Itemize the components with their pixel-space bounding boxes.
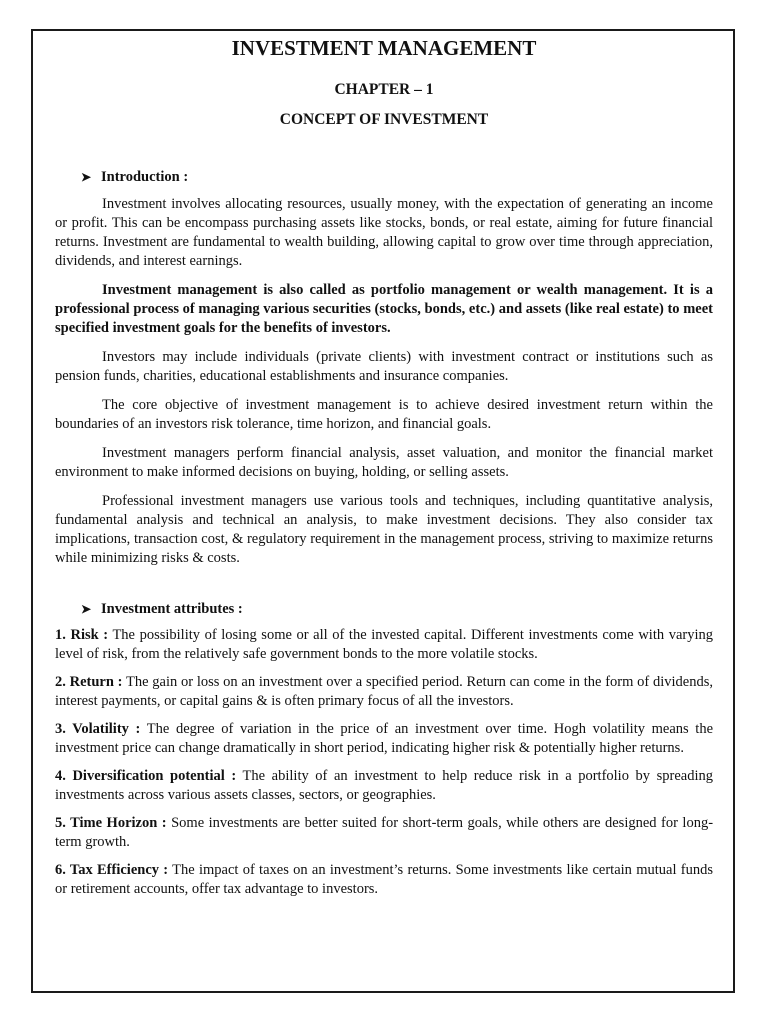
attribute-text: The gain or loss on an investment over a specified period. Return can come in the form of dividends, interest payments, or capital gains & is often primary focus of all the investors. (55, 674, 713, 709)
attribute-item-tax-efficiency (55, 861, 713, 899)
chapter-title: CONCEPT OF INVESTMENT (279, 111, 489, 128)
attribute-item-risk (55, 626, 713, 664)
arrowhead-bullet-icon: ➤ (81, 602, 92, 616)
document-title: INVESTMENT MANAGEMENT (231, 36, 537, 60)
intro-paragraph-definition: Investment management is also called as portfolio management or wealth management. It is a professional process of managing various securities (stocks, bonds, etc.) and assets (like real estate) to meet specified investment goals for the benefits of investors. (55, 282, 713, 336)
intro-paragraph: Investment managers perform financial analysis, asset valuation, and monitor the financial market environment to make informed decisions on buying, holding, or selling assets. (55, 445, 713, 480)
attribute-text: The degree of variation in the price of an investment over time. Hogh volatility means the investment price can change dramatically in short period, indicating higher risk & potentially higher returns. (55, 721, 714, 756)
chapter-number: CHAPTER – 1 (334, 81, 434, 98)
intro-paragraph: The core objective of investment management is to achieve desired investment return within the boundaries of an investors risk tolerance, time horizon, and financial goals. (55, 397, 713, 432)
attribute-label: 2. Return : (55, 674, 123, 690)
attribute-item-volatility (55, 720, 713, 758)
attributes-heading (55, 600, 713, 618)
attribute-label: 1. Risk : (55, 627, 109, 643)
intro-paragraph: Investment involves allocating resources, usually money, with the expectation of generating an income or profit. This can be encompass purchasing assets like stocks, bonds, or real estate, aiming for future financial returns. Investment are fundamental to wealth building, allowing capital to grow over time through appreciation, dividends, and interest earnings. (55, 196, 713, 269)
introduction-heading (55, 168, 713, 186)
attribute-text: The possibility of losing some or all of the invested capital. Different investments come with varying level of risk, from the relatively safe government bonds to the more volatile stocks. (55, 627, 713, 662)
intro-paragraph: Investors may include individuals (private clients) with investment contract or institutions such as pension funds, charities, educational establishments and insurance companies. (55, 349, 713, 384)
attribute-label: 4. Diversification potential : (55, 768, 237, 784)
introduction-heading-text: Introduction : (101, 169, 189, 185)
attribute-label: 3. Volatility : (55, 721, 141, 737)
attribute-item-time-horizon (55, 814, 713, 852)
attribute-text: The ability of an investment to help reduce risk in a portfolio by spreading investments across various assets classes, sectors, or geographies. (55, 768, 713, 803)
arrowhead-bullet-icon: ➤ (81, 170, 92, 184)
intro-paragraph: Professional investment managers use various tools and techniques, including quantitative analysis, fundamental analysis and technical an analysis, to make investment decisions. They also consider tax implications, transaction cost, & regulatory requirement in the management process, striving to maximize returns while minimizing risks & costs. (55, 493, 713, 566)
attribute-label: 5. Time Horizon : (55, 815, 167, 831)
attribute-item-return (55, 673, 713, 711)
attribute-text: Some investments are better suited for short-term goals, while others are designed for long-term growth. (55, 815, 714, 850)
attributes-heading-text: Investment attributes : (101, 601, 243, 617)
attribute-label: 6. Tax Efficiency : (55, 862, 169, 878)
attribute-item-diversification (55, 767, 713, 805)
document-body (55, 36, 713, 899)
attribute-text: The impact of taxes on an investment’s returns. Some investments like certain mutual funds or retirement accounts, offer tax advantage to investors. (55, 862, 713, 897)
